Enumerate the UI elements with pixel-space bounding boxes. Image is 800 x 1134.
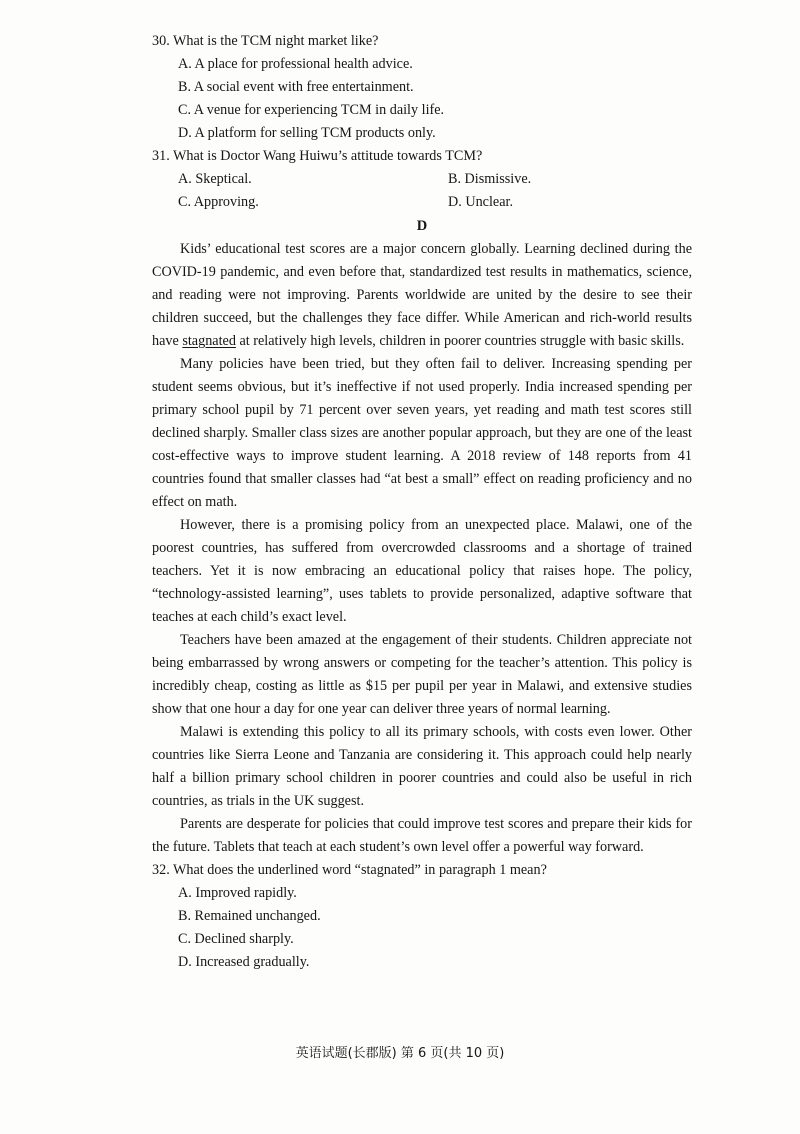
- question-stem: 31. What is Doctor Wang Huiwu’s attitude towards TCM?: [152, 148, 483, 164]
- paragraph-6: Parents are desperate for policies that could improve test scores and prepare their kids for the future. Tablets that teach at each student’s own level offer a powerful way forward.: [152, 816, 692, 855]
- option-c: C. A venue for experiencing TCM in daily life.: [178, 102, 445, 118]
- question-stem: 30. What is the TCM night market like?: [152, 33, 379, 49]
- page-footer: 英语试题(长郡版) 第 6 页(共 10 页): [295, 1046, 505, 1061]
- page-content: [152, 30, 692, 974]
- option-b: B. Dismissive.: [448, 171, 532, 187]
- option-c: C. Approving.: [178, 194, 259, 210]
- option-row: [152, 168, 692, 191]
- option-c: C. Declined sharply.: [178, 931, 294, 947]
- option-d: D. Unclear.: [448, 194, 513, 210]
- option-a: A. Skeptical.: [178, 171, 252, 187]
- paragraph-text: Kids’ educational test scores are a major concern globally. Learning declined during the COVID-19 pandemic, and even before that, standardized test results in mathematics, science, and reading were not improving. Parents worldwide are united by the desire to see their children succeed, but the challenges they face differ. While American and rich-world results have: [152, 241, 692, 349]
- question-30: [152, 30, 692, 145]
- option-a: A. A place for professional health advice.: [178, 56, 413, 72]
- option-a: A. Improved rapidly.: [178, 885, 297, 901]
- section-heading: D: [416, 218, 428, 234]
- question-32: [152, 859, 692, 974]
- reading-passage: [152, 238, 692, 859]
- paragraph-4: Teachers have been amazed at the engagement of their students. Children appreciate not being embarrassed by wrong answers or competing for the teacher’s attention. This policy is incredibly cheap, costing as little as $15 per pupil per year in Malawi, and extensive studies show that one hour a day for one year can deliver three years of normal learning.: [152, 632, 692, 717]
- paragraph-3: However, there is a promising policy from an unexpected place. Malawi, one of the poorest countries, has suffered from overcrowded classrooms and a shortage of trained teachers. Yet it is now embracing an educational policy that raises hope. The policy, “technology-assisted learning”, uses tablets to provide personalized, adaptive software that teaches at each child’s exact level.: [152, 517, 692, 625]
- option-b: B. A social event with free entertainment.: [178, 79, 414, 95]
- paragraph-1: [152, 238, 692, 353]
- question-31: [152, 145, 692, 214]
- underlined-word: stagnated: [182, 333, 236, 349]
- option-d: D. A platform for selling TCM products only.: [178, 125, 436, 141]
- option-b: B. Remained unchanged.: [178, 908, 321, 924]
- paragraph-5: Malawi is extending this policy to all its primary schools, with costs even lower. Other countries like Sierra Leone and Tanzania are considering it. This approach could help nearly half a billion primary school children in poorer countries and could also be useful in rich countries, as trials in the UK suggest.: [152, 724, 692, 809]
- option-d: D. Increased gradually.: [178, 954, 310, 970]
- question-stem: 32. What does the underlined word “stagnated” in paragraph 1 mean?: [152, 862, 547, 878]
- option-row: [152, 191, 692, 214]
- paragraph-2: Many policies have been tried, but they often fail to deliver. Increasing spending per student seems obvious, but it’s ineffective if not used properly. India increased spending per primary school pupil by 71 percent over seven years, yet reading and math test scores still declined sharply. Smaller class sizes are another popular approach, but they are one of the least cost-effective ways to improve student learning. A 2018 review of 148 reports from 41 countries found that smaller classes had “at best a small” effect on reading proficiency and no effect on math.: [152, 356, 692, 510]
- paragraph-text: at relatively high levels, children in poorer countries struggle with basic skills.: [235, 333, 685, 349]
